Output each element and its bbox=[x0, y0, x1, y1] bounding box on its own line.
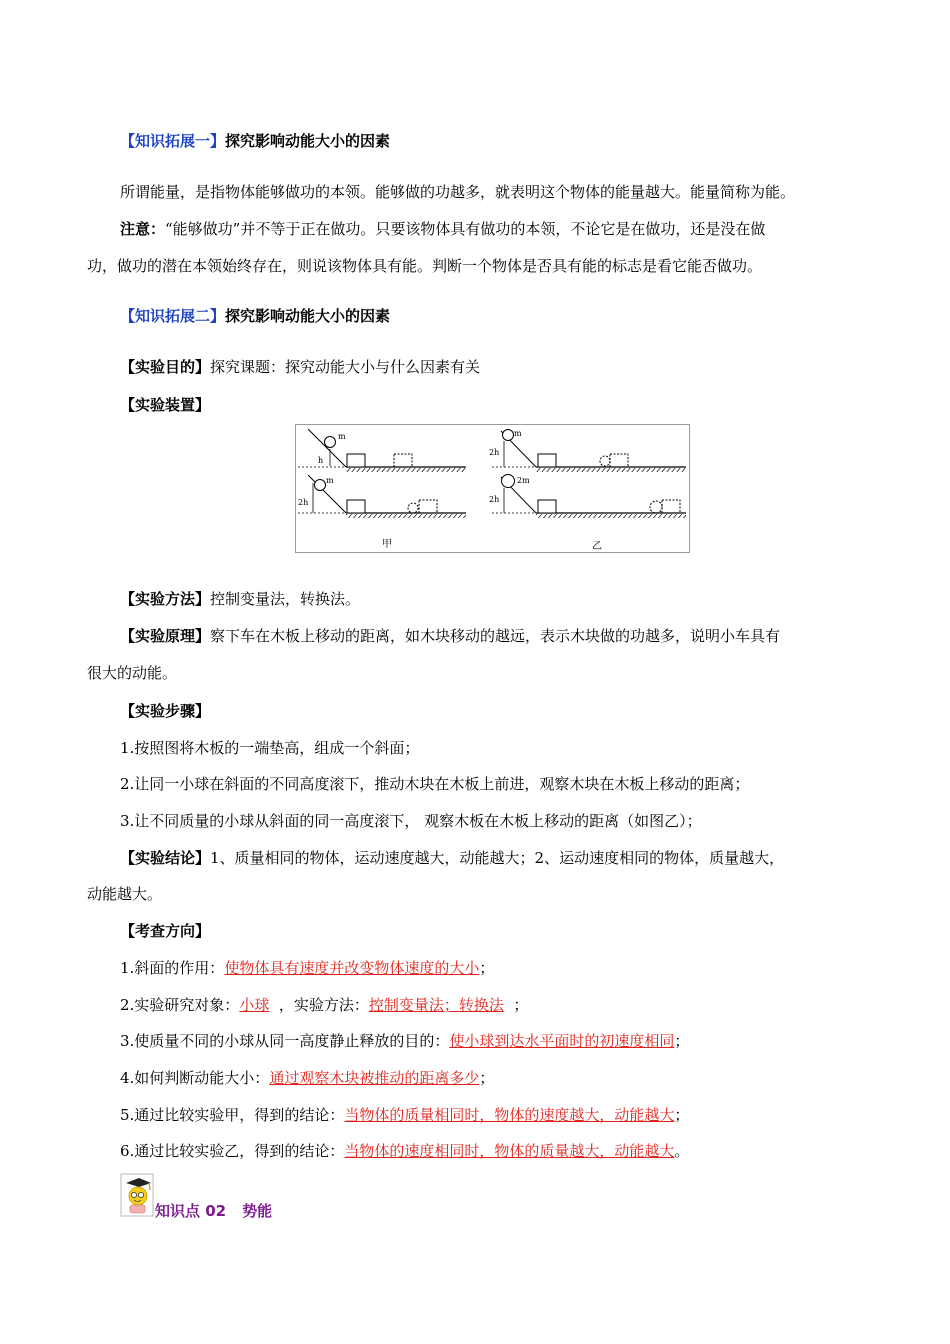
exam-question: 6.通过比较实验乙，得到的结论： bbox=[120, 1142, 345, 1160]
ext1-title: 探究影响动能大小的因素 bbox=[225, 132, 391, 150]
conclusion-text-1: 1、质量相同的物体，运动速度越大，动能越大；2、运动速度相同的物体，质量越大， bbox=[210, 849, 785, 867]
exam-punct: ； bbox=[479, 959, 495, 977]
fig-mass-label: m bbox=[338, 432, 346, 441]
fig-height-label: 2h bbox=[298, 498, 309, 507]
step-item: 3.让不同质量的小球从斜面的同一高度滚下， 观察木板在木板上移动的距离（如图乙）； bbox=[120, 812, 702, 830]
principle-line-2: 很大的动能。 bbox=[87, 664, 178, 682]
exam-answer: 通过观察木块被推动的距离多少 bbox=[269, 1069, 480, 1087]
setup-jia-1 bbox=[298, 429, 466, 472]
ext2-tag: 【知识拓展二】 bbox=[120, 307, 226, 325]
note-line-1 bbox=[120, 218, 765, 240]
kp-title: 势能 bbox=[242, 1202, 273, 1220]
method-line bbox=[120, 588, 360, 610]
ext1-heading bbox=[120, 130, 390, 152]
exam-question: 4.如何判断动能大小： bbox=[120, 1069, 270, 1087]
exam-answer: 控制变量法；转换法 bbox=[368, 996, 504, 1014]
fig-height-label: 2h bbox=[489, 495, 500, 504]
exam-item bbox=[120, 1067, 494, 1089]
principle-label: 【实验原理】 bbox=[120, 627, 211, 645]
purpose-label: 【实验目的】 bbox=[120, 358, 211, 376]
fig-height-label: h bbox=[318, 456, 324, 465]
exam-question: 1.斜面的作用： bbox=[120, 959, 225, 977]
exam-item bbox=[120, 1140, 689, 1162]
exam-label: 【考查方向】 bbox=[120, 922, 211, 940]
fig-caption-jia: 甲 bbox=[382, 539, 392, 550]
energy-definition: 所谓能量，是指物体能够做功的本领。能够做的功越多，就表明这个物体的能量越大。能量简称为能。 bbox=[120, 183, 796, 201]
apparatus-label: 【实验装置】 bbox=[120, 396, 211, 414]
fig-mass-label: m bbox=[514, 429, 522, 438]
kp-label: 知识点 02 bbox=[155, 1202, 227, 1220]
exam-item bbox=[120, 994, 528, 1016]
exam-punct: ； bbox=[479, 1069, 495, 1087]
principle-line-1 bbox=[120, 625, 780, 647]
conclusion-line-1 bbox=[120, 847, 784, 869]
step-item: 2.让同一小球在斜面的不同高度滚下，推动木块在木板上前进，观察木块在木板上移动的距离； bbox=[120, 775, 750, 793]
ext1-tag: 【知识拓展一】 bbox=[120, 132, 226, 150]
method-text: 控制变量法，转换法。 bbox=[210, 590, 361, 608]
ext2-heading bbox=[120, 305, 390, 327]
exam-item bbox=[120, 1104, 689, 1126]
method-label: 【实验方法】 bbox=[120, 590, 211, 608]
exam-punct: ； bbox=[674, 1032, 690, 1050]
setup-yi-2 bbox=[489, 475, 686, 519]
exam-punct: ； bbox=[503, 996, 529, 1014]
exam-question: 5.通过比较实验甲，得到的结论： bbox=[120, 1106, 345, 1124]
purpose-line bbox=[120, 356, 480, 378]
knowledge-point-heading bbox=[155, 1200, 272, 1222]
exam-item bbox=[120, 957, 494, 979]
note-line-2: 功，做功的潜在本领始终存在，则说该物体具有能。判断一个物体是否具有能的标志是看它能否做功。 bbox=[87, 257, 763, 275]
fig-caption-yi: 乙 bbox=[592, 541, 602, 552]
conclusion-line-2: 动能越大。 bbox=[87, 885, 163, 903]
note-text-1: “能够做功”并不等于正在做功。只要该物体具有做功的本领，不论它是在做功，还是没在做 bbox=[165, 220, 766, 238]
ext2-title: 探究影响动能大小的因素 bbox=[225, 307, 391, 325]
exam-answer: 小球 bbox=[239, 996, 270, 1014]
step-item: 1.按照图将木板的一端垫高，组成一个斜面； bbox=[120, 739, 420, 757]
scholar-mascot-icon bbox=[120, 1173, 154, 1217]
exam-answer: 使物体具有速度并改变物体速度的大小 bbox=[224, 959, 480, 977]
exam-question: 3.使质量不同的小球从同一高度静止释放的目的： bbox=[120, 1032, 450, 1050]
exam-question: ，实验方法： bbox=[269, 996, 369, 1014]
exam-answer: 当物体的速度相同时，物体的质量越大，动能越大 bbox=[344, 1142, 675, 1160]
exam-question: 2.实验研究对象： bbox=[120, 996, 240, 1014]
fig-mass-label: 2m bbox=[517, 476, 530, 485]
exam-punct: 。 bbox=[674, 1142, 690, 1160]
setup-yi-1 bbox=[489, 429, 686, 472]
fig-height-label: 2h bbox=[489, 448, 500, 457]
fig-mass-label: m bbox=[326, 476, 334, 485]
exam-item bbox=[120, 1030, 689, 1052]
purpose-text: 探究课题：探究动能大小与什么因素有关 bbox=[210, 358, 481, 376]
exam-answer: 当物体的质量相同时，物体的速度越大，动能越大 bbox=[344, 1106, 675, 1124]
note-label: 注意： bbox=[120, 220, 166, 238]
setup-jia-2 bbox=[298, 475, 466, 518]
conclusion-label: 【实验结论】 bbox=[120, 849, 211, 867]
exam-punct: ； bbox=[674, 1106, 690, 1124]
principle-text-1: 察下车在木板上移动的距离，如木块移动的越远，表示木块做的功越多，说明小车具有 bbox=[210, 627, 781, 645]
exam-answer: 使小球到达水平面时的初速度相同 bbox=[449, 1032, 675, 1050]
apparatus-figure bbox=[295, 424, 690, 553]
steps-label: 【实验步骤】 bbox=[120, 702, 211, 720]
